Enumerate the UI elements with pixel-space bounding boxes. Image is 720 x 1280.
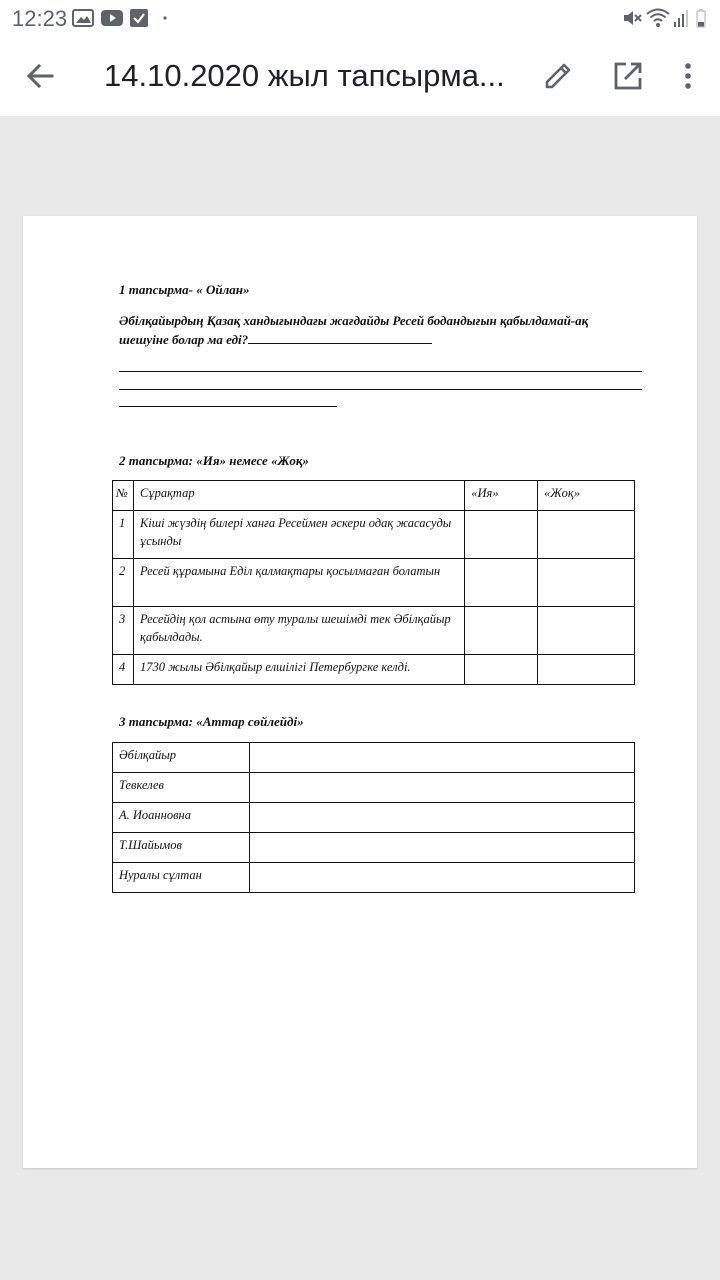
answer-line: [119, 371, 642, 372]
task1-inline-blank: [248, 332, 432, 344]
name-cell: Т.Шайымов: [113, 833, 250, 863]
document-viewer[interactable]: [0, 116, 720, 1280]
name-cell: Тевкелев: [113, 773, 250, 803]
row-question: Ресейдің қол астына өту туралы шешімді тек Әбілқайыр қабылдады.: [133, 607, 464, 655]
status-bar: [0, 0, 720, 36]
task3-heading: 3 тапсырма: «Аттар сөйлейді»: [119, 714, 304, 729]
yes-cell: [465, 655, 538, 685]
row-number: 2: [113, 559, 134, 607]
task1-question-text: Әбілқайырдың Қазақ хандығындағы жағдайды Ресей бодандығын қабылдамай-ақ шешуіне болар ма еді?: [119, 313, 589, 347]
table-row: [113, 607, 635, 655]
row-question: 1730 жылы Әбілқайыр елшілігі Петербургке келді.: [133, 655, 464, 685]
open-external-icon[interactable]: [608, 56, 648, 96]
no-cell: [538, 607, 635, 655]
dot-icon: [162, 9, 168, 27]
yes-cell: [465, 511, 538, 559]
names-table: [112, 742, 635, 893]
youtube-icon: [101, 9, 123, 27]
table-header-row: [113, 481, 635, 511]
column-header-no: «Жоқ»: [538, 481, 635, 511]
table-row: [113, 773, 635, 803]
row-number: 4: [113, 655, 134, 685]
answer-cell: [249, 833, 634, 863]
arrow-back-icon[interactable]: [20, 56, 60, 96]
column-header-questions: Сұрақтар: [133, 481, 464, 511]
name-cell: А. Иоанновна: [113, 803, 250, 833]
answer-cell: [249, 743, 634, 773]
no-cell: [538, 655, 635, 685]
document-page: [23, 216, 697, 1168]
task1-heading: 1 тапсырма- « Ойлан»: [119, 282, 250, 297]
name-cell: Нуралы сұлтан: [113, 863, 250, 893]
table-row: [113, 803, 635, 833]
yes-no-table: [112, 480, 635, 685]
name-cell: Әбілқайыр: [113, 743, 250, 773]
table-row: [113, 511, 635, 559]
answer-cell: [249, 773, 634, 803]
task2-heading: 2 тапсырма: «Ия» немесе «Жоқ»: [119, 453, 309, 468]
row-number: 3: [113, 607, 134, 655]
signal-icon: [673, 8, 689, 28]
battery-icon: [694, 8, 708, 28]
photos-icon: [72, 9, 94, 27]
table-row: [113, 559, 635, 607]
status-time: 12:23: [12, 6, 68, 31]
app-bar: [0, 36, 720, 116]
answer-cell: [249, 863, 634, 893]
task1-question: [119, 311, 639, 349]
answer-line: [119, 406, 337, 407]
table-row: [113, 833, 635, 863]
answer-line: [119, 389, 642, 390]
column-header-number: №: [113, 481, 134, 511]
column-header-yes: «Ия»: [465, 481, 538, 511]
answer-cell: [249, 803, 634, 833]
table-row: [113, 863, 635, 893]
wifi-icon: [646, 8, 670, 28]
row-number: 1: [113, 511, 134, 559]
yes-cell: [465, 559, 538, 607]
no-cell: [538, 559, 635, 607]
table-row: [113, 743, 635, 773]
no-cell: [538, 511, 635, 559]
row-question: Кіші жүздің билері ханға Ресеймен әскери одақ жасасуды ұсынды: [133, 511, 464, 559]
yes-cell: [465, 607, 538, 655]
table-row: [113, 655, 635, 685]
document-title: 14.10.2020 жыл тапсырма...: [104, 58, 505, 93]
more-vert-icon[interactable]: [668, 56, 708, 96]
check-box-icon: [130, 9, 148, 27]
pencil-icon[interactable]: [538, 56, 578, 96]
mute-icon: [622, 8, 642, 28]
row-question: Ресей құрамына Еділ қалмақтары қосылмаған болатын: [133, 559, 464, 607]
